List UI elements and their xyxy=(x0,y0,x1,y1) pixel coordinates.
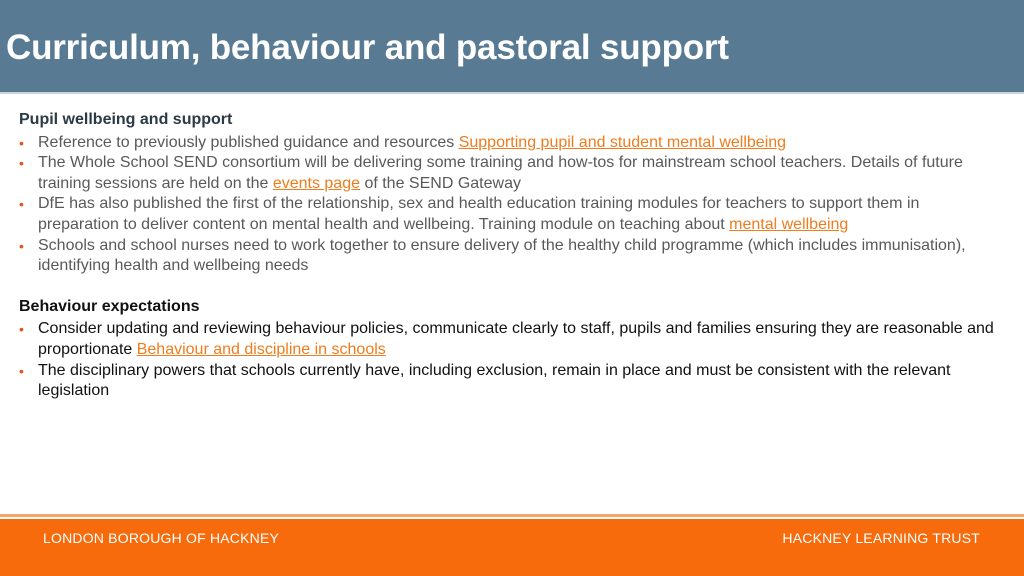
list-item-text: The Whole School SEND consortium will be delivering some training and how-tos for mainstream school teachers. Details of future training sessions are held on the xyxy=(38,154,963,192)
list-item xyxy=(19,153,999,194)
section-title-behaviour: Behaviour expectations xyxy=(19,297,200,315)
bullet-icon: • xyxy=(19,237,24,254)
list-item xyxy=(19,194,999,235)
wellbeing-list xyxy=(19,133,999,277)
bullet-icon: • xyxy=(19,196,24,213)
page-title: Curriculum, behaviour and pastoral support xyxy=(6,28,729,67)
bullet-icon: • xyxy=(19,134,24,151)
header-bar xyxy=(0,0,1024,94)
footer-org-right: HACKNEY LEARNING TRUST xyxy=(782,530,980,546)
bullet-icon: • xyxy=(19,155,24,172)
list-item-text: Consider updating and reviewing behaviour policies, communicate clearly to staff, pupils and families ensuring they are reasonable and proportionate xyxy=(38,320,994,358)
link-supporting-mental-wellbeing[interactable]: Supporting pupil and student mental wellbeing xyxy=(458,133,787,151)
list-item-text: Schools and school nurses need to work together to ensure delivery of the healthy child programme (which includes immunisation), identifying health and wellbeing needs xyxy=(38,236,966,275)
bullet-icon: • xyxy=(19,362,24,379)
behaviour-list xyxy=(19,319,999,401)
list-item-text: DfE has also published the first of the relationship, sex and health education training modules for teachers to support them in preparation to deliver content on mental health and wellbeing. Training module on teaching about xyxy=(38,195,920,233)
link-events-page[interactable]: events page xyxy=(272,174,360,192)
footer-divider xyxy=(0,514,1024,517)
list-item xyxy=(19,361,999,402)
link-behaviour-discipline[interactable]: Behaviour and discipline in schools xyxy=(136,340,386,358)
link-mental-wellbeing[interactable]: mental wellbeing xyxy=(729,215,849,233)
bullet-icon: • xyxy=(19,321,24,338)
list-item-text-after: of the SEND Gateway xyxy=(360,174,521,192)
list-item xyxy=(19,133,999,154)
list-item xyxy=(19,236,999,277)
list-item-text: The disciplinary powers that schools currently have, including exclusion, remain in place and must be consistent with the relevant legislation xyxy=(38,361,951,400)
footer-org-left: LONDON BOROUGH OF HACKNEY xyxy=(43,530,280,546)
list-item xyxy=(19,319,999,360)
list-item-text: Reference to previously published guidance and resources xyxy=(38,133,459,151)
footer-bar xyxy=(0,519,1024,576)
section-title-wellbeing: Pupil wellbeing and support xyxy=(19,111,233,128)
content-area xyxy=(19,110,999,402)
